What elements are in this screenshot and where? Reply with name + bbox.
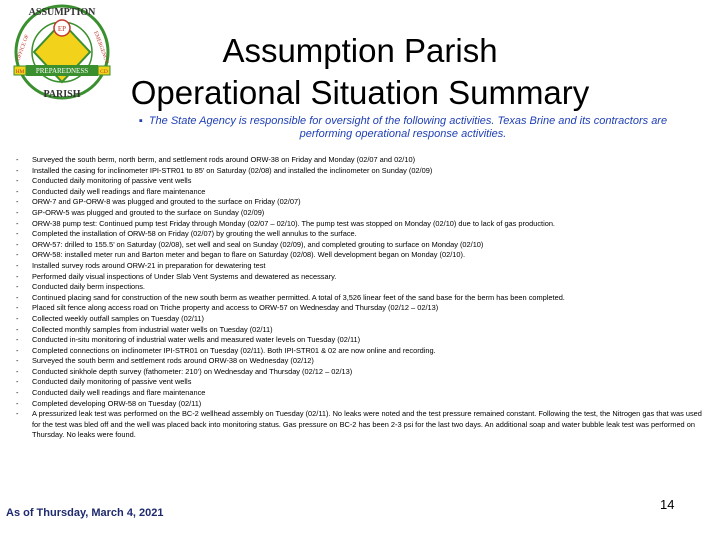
list-item <box>16 176 706 187</box>
list-item-text: ORW-58: installed meter run and Barton meter and began to flare on Saturday (02/08). Well development began on Monday (02/10). <box>32 250 466 260</box>
list-item-text: Completed connections on inclinometer IPI-STR01 on Tuesday (02/11). Both IPI-STR01 & 02 are now online and recording. <box>32 345 436 355</box>
dash-bullet: - <box>16 229 19 239</box>
list-item <box>16 356 706 367</box>
logo-left-badge: HM <box>15 69 25 75</box>
list-item <box>16 303 706 314</box>
list-item-text: Continued placing sand for construction of the new south berm as weather permitted. A total of 3,526 linear feet of the sand base for the berm has been completed. <box>32 292 565 302</box>
list-item <box>16 250 706 261</box>
subtitle <box>118 115 688 141</box>
dash-bullet: - <box>16 345 19 355</box>
list-item <box>16 261 706 272</box>
square-bullet-icon: ▪ <box>138 115 143 127</box>
dash-bullet: - <box>16 356 19 366</box>
dash-bullet: - <box>16 324 19 334</box>
dash-bullet: - <box>16 377 19 387</box>
list-item <box>16 155 706 166</box>
logo-center-text: EP <box>57 25 67 33</box>
dash-bullet: - <box>16 250 19 260</box>
dash-bullet: - <box>16 165 19 175</box>
list-item-text: Installed survey rods around ORW-21 in preparation for dewatering test <box>32 260 266 270</box>
dash-bullet: - <box>16 239 19 249</box>
list-item <box>16 272 706 283</box>
list-item-text: ORW-57: drilled to 155.5’ on Saturday (02/08), set well and seal on Sunday (02/09), and completed grouting to surface on Monday (02/10) <box>32 239 484 249</box>
list-item-text: Conducted daily monitoring of passive vent wells <box>32 377 192 387</box>
list-item-text: Surveyed the south berm, north berm, and settlement rods around ORW-38 on Friday and Monday (02/07 and 02/10) <box>32 155 416 164</box>
logo-right-badge: CD <box>100 69 108 75</box>
list-item <box>16 282 706 293</box>
list-item <box>16 240 706 251</box>
list-item-text: Placed silt fence along access road on Triche property and access to ORW-57 on Wednesday and Thursday (02/12 – 02/13) <box>32 303 439 313</box>
list-item <box>16 367 706 378</box>
dash-bullet: - <box>16 409 19 419</box>
title-line-2: Operational Situation Summary <box>130 74 590 111</box>
dash-bullet: - <box>16 335 19 345</box>
list-item-text: ORW-38 pump test: Continued pump test Friday through Monday (02/07 – 02/10). The pump test was stopped on Monday (02/10) due to lack of gas production. <box>32 218 555 228</box>
list-item-text: ORW-7 and GP-ORW-8 was plugged and grouted to the surface on Friday (02/07) <box>32 197 301 207</box>
logo-bottom-text: PARISH <box>43 89 81 100</box>
list-item <box>16 293 706 304</box>
activity-list <box>16 155 706 441</box>
list-item <box>16 229 706 240</box>
list-item <box>16 187 706 198</box>
dash-bullet: - <box>16 388 19 398</box>
list-item <box>16 208 706 219</box>
dash-bullet: - <box>16 282 19 292</box>
dash-bullet: - <box>16 292 19 302</box>
list-item-text: Conducted in-situ monitoring of industrial water wells and measured water levels on Tuesday (02/11) <box>32 335 361 345</box>
logo-top-text: ASSUMPTION <box>28 7 96 18</box>
list-item-text: Performed daily visual inspections of Under Slab Vent Systems and dewatered as necessary. <box>32 271 337 281</box>
list-item-text: Installed the casing for inclinometer IPI-STR01 to 85’ on Saturday (02/08) and installed the inclinometer on Sunday (02/09) <box>32 165 433 175</box>
dash-bullet: - <box>16 218 19 228</box>
list-item-text: Conducted daily berm inspections. <box>32 282 145 292</box>
dash-bullet: - <box>16 398 19 408</box>
dash-bullet: - <box>16 197 19 207</box>
dash-bullet: - <box>16 155 19 164</box>
list-item <box>16 219 706 230</box>
list-item <box>16 325 706 336</box>
list-item-text: Completed the installation of ORW-58 on Friday (02/07) by grouting the well annulus to the surface. <box>32 229 357 239</box>
list-item <box>16 335 706 346</box>
list-item-text: Conducted daily well readings and flare maintenance <box>32 186 206 196</box>
dash-bullet: - <box>16 207 19 217</box>
list-item <box>16 388 706 399</box>
logo-right-text: EMERGENCY <box>92 30 110 65</box>
list-item-text: Completed developing ORW-58 on Tuesday (02/11) <box>32 398 202 408</box>
list-item-text: Collected weekly outfall samples on Tuesday (02/11) <box>32 313 204 323</box>
title-line-1: Assumption Parish <box>222 32 498 69</box>
page-title <box>100 30 620 114</box>
list-item-text: Conducted sinkhole depth survey (fathometer: 210’) on Wednesday and Thursday (02/12 – 02/13) <box>32 366 353 376</box>
list-item-text: Surveyed the south berm and settlement rods around ORW-38 on Wednesday (02/12) <box>32 356 314 366</box>
logo-banner-text: PREPAREDNESS <box>35 67 89 75</box>
list-item <box>16 377 706 388</box>
list-item-text: Conducted daily well readings and flare maintenance <box>32 388 206 398</box>
dash-bullet: - <box>16 303 19 313</box>
list-item-text: Collected monthly samples from industrial water wells on Tuesday (02/11) <box>32 324 273 334</box>
dash-bullet: - <box>16 260 19 270</box>
list-item-text: A pressurized leak test was performed on the BC-2 wellhead assembly on Tuesday (02/11). No leaks were noted and the test pressure remained constant. Following the test, the Nitrogen gas that was used for the test was bled off and the well was placed back into monitoring status. Gas pressure on BC-2 has been 2-3 psi for the last two days. An additional soap and water bubble leak test was performed on Thursday. No leaks were found. <box>32 409 702 440</box>
page-number: 14 <box>660 497 675 512</box>
dash-bullet: - <box>16 176 19 186</box>
list-item <box>16 399 706 410</box>
list-item <box>16 346 706 357</box>
subtitle-text: The State Agency is responsible for oversight of the following activities. Texas Brine and its contractors are performing operational response activities. <box>148 115 668 140</box>
list-item-text: Conducted daily monitoring of passive vent wells <box>32 176 192 186</box>
dash-bullet: - <box>16 186 19 196</box>
footer-date: As of Thursday, March 4, 2021 <box>6 507 164 519</box>
list-item <box>16 166 706 177</box>
dash-bullet: - <box>16 313 19 323</box>
list-item <box>16 197 706 208</box>
dash-bullet: - <box>16 271 19 281</box>
logo-left-text: OFFICE OF <box>15 33 31 62</box>
list-item <box>16 409 706 441</box>
dash-bullet: - <box>16 366 19 376</box>
list-item-text: GP-ORW-5 was plugged and grouted to the surface on Sunday (02/09) <box>32 207 265 217</box>
list-item <box>16 314 706 325</box>
